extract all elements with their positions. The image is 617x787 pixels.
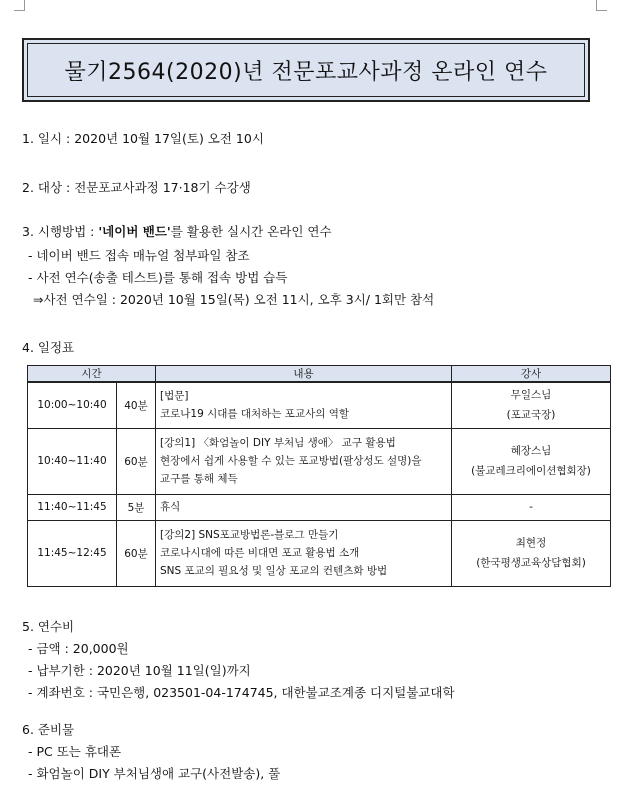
content-line: 교구를 통해 체득 — [160, 473, 238, 485]
content-line: 휴식 — [160, 501, 181, 513]
instructor-affiliation: (포교국장) — [506, 409, 556, 422]
row-duration: 60분 — [117, 428, 156, 494]
page-corner-mark-left — [14, 0, 25, 11]
row-content — [156, 520, 452, 586]
table-row — [28, 494, 611, 520]
fee-deadline: - 납부기한 : 2020년 10월 11일(일)까지 — [28, 663, 251, 678]
row-instructor — [452, 520, 611, 586]
content-line: [법문] — [160, 390, 189, 403]
header-instructor: 강사 — [452, 366, 611, 383]
method-suffix: 를 활용한 실시간 온라인 연수 — [170, 224, 332, 239]
prep-heading: 6. 준비물 — [22, 722, 75, 737]
row-time: 11:40~11:45 — [28, 494, 117, 520]
schedule-heading: 4. 일정표 — [22, 340, 75, 355]
instructor-name: - — [529, 501, 533, 513]
row-content — [156, 494, 452, 520]
content-line: SNS 포교의 필요성 및 일상 포교의 컨텐츠화 방법 — [160, 565, 388, 577]
instructor-name: 무일스님 — [510, 389, 552, 402]
row-duration: 40분 — [117, 382, 156, 428]
table-row — [28, 520, 611, 586]
method-item-pretest-date: ⇒사전 연수일 : 2020년 10월 15일(목) 오전 11시, 오후 3시/ 1회만 참석 — [33, 292, 435, 307]
row-content — [156, 428, 452, 494]
instructor-name: 최현정 — [515, 537, 547, 549]
row-instructor — [452, 494, 611, 520]
row-duration: 60분 — [117, 520, 156, 586]
row-instructor — [452, 382, 611, 428]
row-time: 11:45~12:45 — [28, 520, 117, 586]
method-item-pretest: - 사전 연수(송출 테스트)를 통해 접속 방법 습득 — [28, 270, 288, 285]
instructor-name: 혜장스님 — [510, 445, 552, 457]
content-line: [강의2] SNS포교방법론-블로그 만들기 — [160, 529, 339, 541]
row-duration: 5분 — [117, 494, 156, 520]
title-box — [22, 38, 590, 102]
section-target: 2. 대상 : 전문포교사과정 17·18기 수강생 — [22, 180, 251, 195]
fee-heading: 5. 연수비 — [22, 619, 75, 634]
page-corner-mark-right — [596, 0, 607, 11]
method-item-manual: - 네이버 밴드 접속 매뉴얼 첨부파일 참조 — [28, 248, 250, 263]
method-emphasis: '네이버 밴드' — [98, 224, 171, 239]
content-line: 코로나시대에 따른 비대면 포교 활용법 소개 — [160, 547, 360, 559]
row-time: 10:40~11:40 — [28, 428, 117, 494]
table-row — [28, 428, 611, 494]
header-time: 시간 — [28, 366, 156, 383]
method-prefix: 3. 시행방법 : — [22, 224, 99, 239]
content-line: 현장에서 쉽게 사용할 수 있는 포교방법(팔상성도 설명)을 — [160, 455, 422, 467]
instructor-affiliation: (한국평생교육상담협회) — [476, 557, 586, 569]
schedule-table — [27, 365, 611, 587]
prep-item-kit: - 화엄놀이 DIY 부처님생애 교구(사전발송), 풀 — [28, 766, 281, 781]
row-time: 10:00~10:40 — [28, 382, 117, 428]
fee-account: - 계좌번호 : 국민은행, 023501-04-174745, 대한불교조계종 디지털불교대학 — [28, 685, 455, 700]
table-row — [28, 382, 611, 428]
content-line: 코로나19 시대를 대처하는 포교사의 역할 — [160, 408, 349, 421]
row-content — [156, 382, 452, 428]
section-date: 1. 일시 : 2020년 10월 17일(토) 오전 10시 — [22, 131, 264, 146]
instructor-affiliation: (불교레크리에이션협회장) — [471, 465, 591, 477]
schedule-header-row — [28, 366, 611, 383]
fee-amount: - 금액 : 20,000원 — [28, 641, 129, 656]
prep-item-device: - PC 또는 휴대폰 — [28, 744, 122, 759]
header-content: 내용 — [156, 366, 452, 383]
row-instructor — [452, 428, 611, 494]
content-line: [강의1] 〈화엄놀이 DIY 부처님 생애〉 교구 활용법 — [160, 437, 396, 449]
document-title: 물기2564(2020)년 전문포교사과정 온라인 연수 — [64, 59, 548, 85]
section-method — [22, 222, 332, 240]
